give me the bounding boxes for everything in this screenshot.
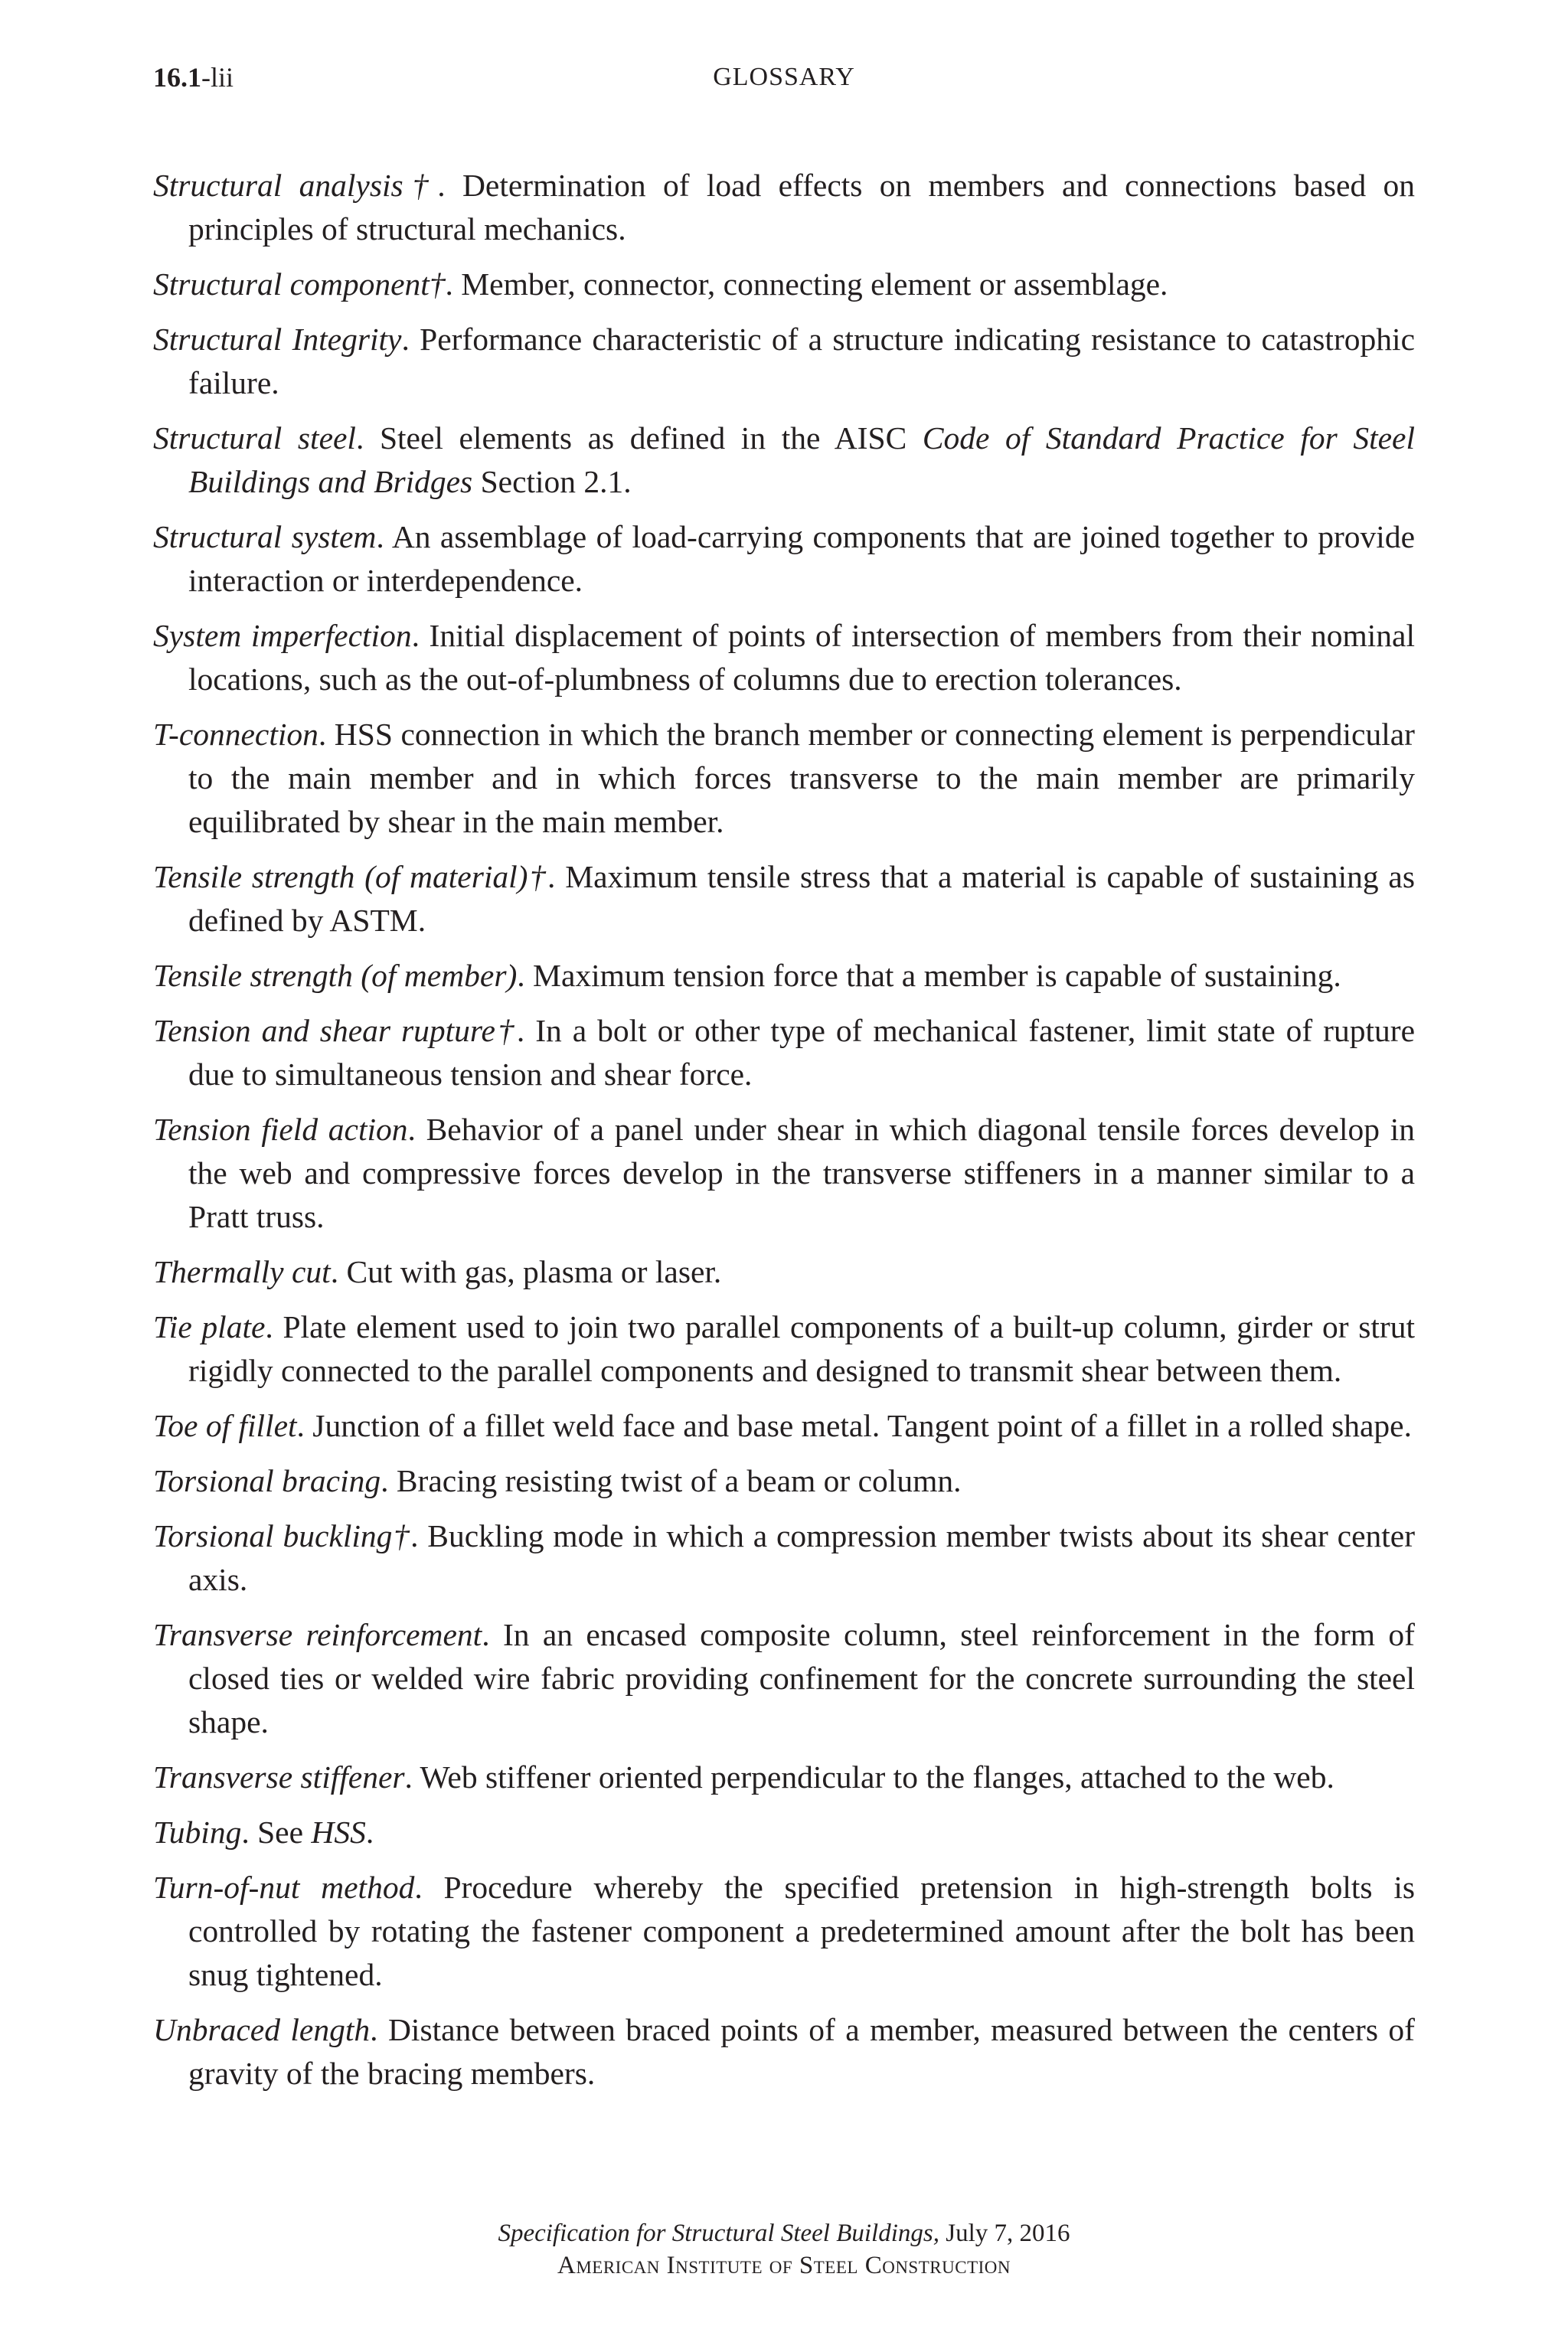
glossary-entry bbox=[153, 1108, 1415, 1239]
glossary-entry bbox=[153, 1305, 1415, 1393]
glossary-definition: . Bracing resisting twist of a beam or column. bbox=[381, 1463, 962, 1498]
glossary-term: Toe of fillet bbox=[153, 1408, 297, 1443]
glossary-definition: . Performance characteristic of a structure indicating resistance to catastrophic failure. bbox=[188, 322, 1415, 400]
glossary-entry bbox=[153, 164, 1415, 251]
glossary-entry bbox=[153, 954, 1415, 998]
glossary-definition: . Web stiffener oriented perpendicular to the flanges, attached to the web. bbox=[404, 1759, 1334, 1795]
glossary-entry bbox=[153, 318, 1415, 405]
glossary-term: T-connection bbox=[153, 717, 318, 752]
glossary-term: Transverse reinforcement bbox=[153, 1617, 482, 1652]
glossary-definition: . HSS connection in which the branch member or connecting element is perpendicular to the main member and in which forces transverse to the main member are primarily equilibrated by shear in the main member. bbox=[188, 717, 1415, 839]
glossary-term: Structural analysis† bbox=[153, 168, 438, 203]
glossary-term: System imperfection bbox=[153, 618, 412, 653]
footer-publisher: American Institute of Steel Construction bbox=[557, 2252, 1011, 2279]
glossary-entry bbox=[153, 1514, 1415, 1602]
glossary-definition: . Cut with gas, plasma or laser. bbox=[330, 1254, 722, 1289]
glossary-definition: . Determination of load effects on members and connections based on principles of structural mechanics. bbox=[188, 168, 1416, 247]
glossary-definition: . Initial displacement of points of intersection of members from their nominal locations, such as the out-of-plumbness of columns due to erection tolerances. bbox=[188, 618, 1415, 697]
glossary-entry bbox=[153, 2008, 1415, 2096]
glossary-term: Unbraced length bbox=[153, 2012, 371, 2047]
glossary-term: Structural component† bbox=[153, 266, 446, 302]
glossary-entry bbox=[153, 1811, 1415, 1854]
glossary-definition: . Member, connector, connecting element or assemblage. bbox=[445, 266, 1168, 302]
glossary-entry bbox=[153, 416, 1415, 504]
glossary-definition: . Distance between braced points of a member, measured between the centers of gravity of the bracing members. bbox=[188, 2012, 1415, 2091]
glossary-term: Tensile strength (of material)† bbox=[153, 859, 548, 894]
footer-spec-title: Specification for Structural Steel Buildings, bbox=[498, 2220, 939, 2247]
footer-date: July 7, 2016 bbox=[939, 2220, 1070, 2247]
glossary-definition: . Plate element used to join two parallel components of a built-up column, girder or strut rigidly connected to the parallel components and designed to transmit shear between them. bbox=[188, 1309, 1415, 1388]
glossary-definition-end: Section 2.1. bbox=[472, 464, 632, 499]
glossary-entry bbox=[153, 1404, 1415, 1448]
glossary-term: Tubing bbox=[153, 1815, 242, 1850]
page-number-section: 16.1 bbox=[153, 62, 201, 93]
glossary-reference: HSS bbox=[311, 1815, 366, 1850]
glossary-term: Torsional bracing bbox=[153, 1463, 381, 1498]
glossary-term: Turn-of-nut method bbox=[153, 1870, 415, 1905]
glossary-term: Tension and shear rupture† bbox=[153, 1013, 517, 1048]
glossary-definition: . Procedure whereby the specified pretension in high-strength bolts is controlled by rotating the fastener component a predetermined amount after the bolt has been snug tightened. bbox=[188, 1870, 1416, 1992]
glossary-definition: . In a bolt or other type of mechanical fastener, limit state of rupture due to simultaneous tension and shear force. bbox=[188, 1013, 1416, 1092]
page-number-suffix: -lii bbox=[201, 62, 234, 93]
glossary-term: Thermally cut bbox=[153, 1254, 331, 1289]
glossary-definition: . Buckling mode in which a compression member twists about its shear center axis. bbox=[188, 1518, 1416, 1597]
glossary-definition: . Maximum tensile stress that a material is capable of sustaining as defined by ASTM. bbox=[188, 859, 1415, 938]
glossary-entry bbox=[153, 855, 1415, 942]
glossary-definition: . An assemblage of load-carrying components that are joined together to provide interaction or interdependence. bbox=[188, 519, 1415, 598]
glossary-definition: . Maximum tension force that a member is capable of sustaining. bbox=[517, 958, 1341, 993]
glossary-term: Transverse stiffener bbox=[153, 1759, 405, 1795]
glossary-term: Tie plate bbox=[153, 1309, 266, 1344]
glossary-definition: . See bbox=[241, 1815, 312, 1850]
glossary-reference: Code of Standard Practice for Steel Buildings and Bridges bbox=[188, 420, 1415, 499]
glossary-definition: . In an encased composite column, steel reinforcement in the form of closed ties or welded wire fabric providing confinement for the concrete surrounding the steel shape. bbox=[188, 1617, 1416, 1740]
running-title: GLOSSARY bbox=[713, 63, 855, 91]
glossary-entry bbox=[153, 614, 1415, 701]
glossary-entry bbox=[153, 1250, 1415, 1294]
glossary-entry bbox=[153, 515, 1415, 603]
glossary-term: Tension field action bbox=[153, 1112, 408, 1147]
glossary-definition: . Behavior of a panel under shear in which diagonal tensile forces develop in the web and compressive forces develop in the transverse stiffeners in a manner similar to a Pratt truss. bbox=[188, 1112, 1415, 1234]
glossary-entry bbox=[153, 713, 1415, 844]
glossary-entry bbox=[153, 1756, 1415, 1799]
glossary-definition: . Steel elements as defined in the AISC bbox=[355, 420, 923, 456]
glossary-term: Structural system bbox=[153, 519, 377, 554]
page-header bbox=[153, 58, 1415, 96]
glossary-term: Tensile strength (of member) bbox=[153, 958, 518, 993]
glossary-entry bbox=[153, 1459, 1415, 1503]
page-footer bbox=[153, 2216, 1415, 2281]
glossary-term: Structural Integrity bbox=[153, 322, 402, 357]
glossary-entry bbox=[153, 263, 1415, 306]
glossary-definition-end: . bbox=[365, 1815, 374, 1850]
glossary-entry bbox=[153, 1009, 1415, 1096]
glossary-entry bbox=[153, 1613, 1415, 1744]
glossary-definition: . Junction of a fillet weld face and base metal. Tangent point of a fillet in a rolled shape. bbox=[296, 1408, 1412, 1443]
glossary-entry bbox=[153, 1866, 1415, 1997]
glossary-list bbox=[153, 164, 1415, 2107]
glossary-term: Torsional buckling† bbox=[153, 1518, 411, 1553]
footer-citation bbox=[153, 2216, 1415, 2250]
glossary-term: Structural steel bbox=[153, 420, 356, 456]
